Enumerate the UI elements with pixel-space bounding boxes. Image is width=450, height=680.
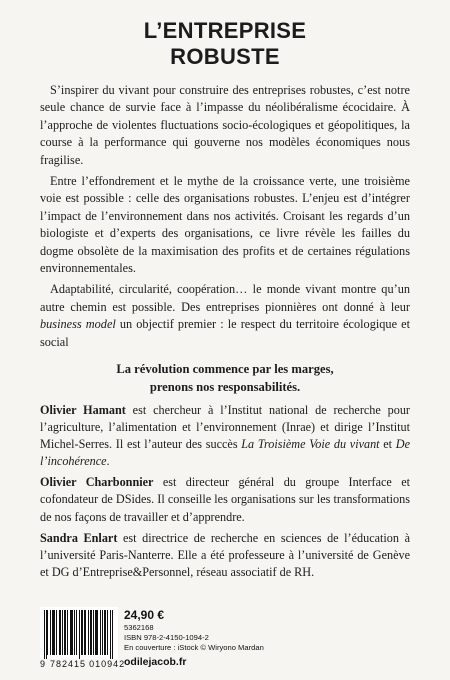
barcode-bar <box>70 610 71 655</box>
blurb-paragraph-3-start: Adaptabilité, circularité, coopération… le monde vivant montre qu’un autre chemin est possible. Des entreprises pionnières ont donné à leur <box>40 282 410 314</box>
tagline-line-1: La révolution commence par les marges, <box>116 362 334 376</box>
barcode-bar <box>47 610 48 655</box>
blurb-paragraph-3 <box>40 281 410 351</box>
barcode-bar <box>72 610 73 655</box>
barcode-bar <box>95 610 96 655</box>
book-title-ref: La Troisième Voie du vivant <box>241 437 380 452</box>
barcode-bar <box>100 610 101 655</box>
price: 24,90 € <box>124 608 165 622</box>
product-code: 5362168 <box>124 623 154 632</box>
barcode-bar <box>71 610 72 655</box>
barcode-bar <box>93 610 94 655</box>
barcode-bar <box>59 610 60 655</box>
barcode-bar <box>79 610 80 659</box>
barcode-bar <box>53 610 54 655</box>
barcode-bar <box>82 610 83 655</box>
barcode-bar <box>88 610 89 655</box>
tagline <box>40 360 410 396</box>
blurb-paragraph-2: Entre l’effondrement et le mythe de la croissance verte, une troisième voie est possible : celle des organisations robustes. L’enjeu est d’intégrer l’impact de l’environnement dans nos activités. Croisant les regards d’un biologiste et d’experts des organisations, ce livre révèle les failles du dogme obsolète de la maximisation des profits et de certaines régulations environnementales. <box>40 174 410 276</box>
barcode-digit-first: 9 <box>40 659 47 669</box>
barcode-bar <box>85 610 86 655</box>
book-title <box>0 18 450 70</box>
barcode-group-2: 010942 <box>89 659 126 669</box>
barcode-bar <box>102 610 103 655</box>
barcode-bar <box>81 610 82 655</box>
barcode-bar <box>104 610 105 655</box>
barcode <box>40 607 118 659</box>
barcode-bar <box>46 610 47 659</box>
barcode-bar <box>112 610 113 659</box>
title-line-2: ROBUSTE <box>170 44 280 69</box>
author-bio-text: et <box>379 437 396 452</box>
barcode-bar <box>76 610 77 655</box>
barcode-number <box>40 659 126 669</box>
barcode-bar <box>91 610 92 655</box>
cover-credit: En couverture : iStock © Wiryono Mardan <box>124 643 264 652</box>
barcode-bar <box>74 610 75 655</box>
isbn: ISBN 978-2-4150-1094-2 <box>124 633 209 642</box>
barcode-bars <box>44 610 114 660</box>
publisher-website: odilejacob.fr <box>124 656 187 668</box>
barcode-bar <box>90 610 91 655</box>
author-name: Sandra Enlart <box>40 530 118 545</box>
barcode-bar <box>67 610 68 655</box>
author-bio-hamant <box>40 402 410 470</box>
barcode-bar <box>97 610 98 655</box>
author-bio-text: est directeur général du groupe Interface et cofondateur de DSides. Il conseille les organisations sur les transformations de nos façons de travailler et d’apprendre. <box>40 475 410 524</box>
title-line-1: L’ENTREPRISE <box>143 18 307 43</box>
author-name: Olivier Hamant <box>40 403 126 417</box>
author-bio-text: est directrice de recherche en sciences de l’éducation à l’université Paris-Nanterre. Elle a été professeure à l’université de Genève et DG d’Entreprise&Personnel, réseau associatif de RH. <box>40 530 410 579</box>
barcode-bar <box>107 610 108 655</box>
book-title-ref: De l’incohérence <box>40 437 410 469</box>
barcode-bar <box>56 610 57 655</box>
barcode-bar <box>62 610 63 655</box>
blurb <box>40 82 410 355</box>
author-bio-text: . <box>106 454 110 469</box>
author-bio-enlart <box>40 530 410 581</box>
tagline-line-2: prenons nos responsabilités. <box>149 380 301 394</box>
barcode-bar <box>52 610 53 655</box>
author-bio-text: est chercheur à l’Institut national de recherche pour l’agriculture, l’alimentation et l’environnement (Inrae) et dirige l’Institut Michel-Serres. Il est l’auteur des succès <box>40 403 410 452</box>
author-bio-charbonnier <box>40 474 410 525</box>
barcode-bar <box>54 610 55 655</box>
author-bios <box>40 402 410 585</box>
blurb-paragraph-3-end: un objectif premier : le respect du territoire écologique et social <box>40 317 410 349</box>
business-model-term: business model <box>40 317 116 332</box>
barcode-bar <box>44 610 45 659</box>
barcode-bar <box>110 610 111 659</box>
barcode-bar <box>65 610 66 655</box>
barcode-bar <box>60 610 61 655</box>
barcode-group-1: 782415 <box>50 659 87 669</box>
barcode-bar <box>105 610 106 655</box>
barcode-bar <box>50 610 51 655</box>
barcode-bar <box>96 610 97 655</box>
barcode-bar <box>84 610 85 655</box>
barcode-bar <box>64 610 65 655</box>
author-name: Olivier Charbonnier <box>40 475 154 490</box>
price-block <box>124 608 264 669</box>
blurb-paragraph-1: S’inspirer du vivant pour construire des entreprises robustes, c’est notre seule chance de survie face à l’impasse du néolibéralisme écocidaire. À l’approche de violentes fluctuations socio-écologiques et géopolitiques, la course à la performance qui gouverne nos modèles économiques nous fragilise. <box>40 83 410 167</box>
